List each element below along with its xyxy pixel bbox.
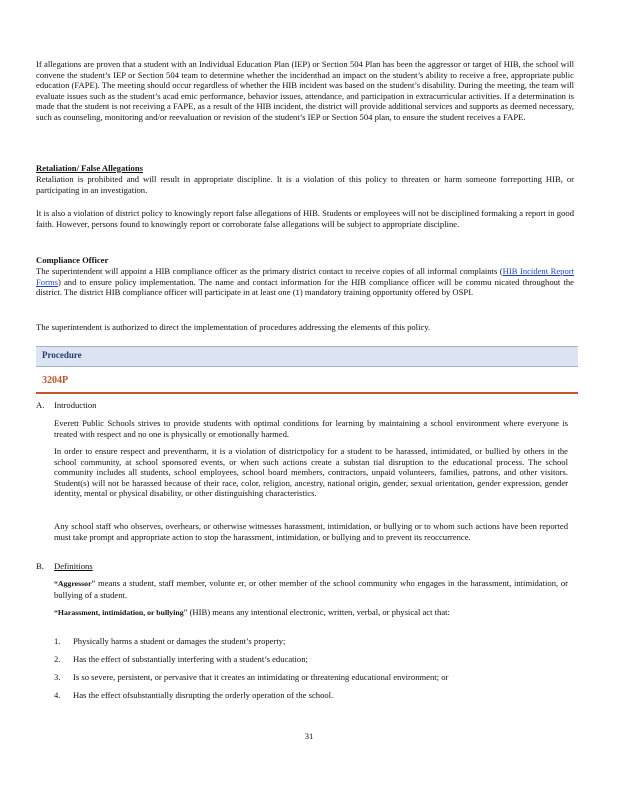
page-number: 31 (304, 731, 314, 741)
section-b-title: Definitions (54, 561, 93, 571)
section-a-letter: A. (36, 400, 45, 410)
section-b-letter: B. (36, 561, 44, 571)
list-item: Physically harms a student or damages the student’s property; (73, 636, 286, 646)
procedure-banner (36, 346, 578, 367)
section-divider (36, 392, 578, 394)
section-a-title: Introduction (54, 400, 97, 410)
list-item-number: 1. (54, 636, 61, 646)
procedure-code: 3204P (42, 375, 69, 386)
aggressor-term: “Aggressor (54, 579, 92, 588)
list-item: Has the effect of substantially interfering with a student’s education; (73, 654, 308, 664)
list-item: Is so severe, persistent, or pervasive that it creates an intimidating or threatening educational environment; or (73, 672, 449, 682)
compliance-text-b: ) and to ensure policy implementation. The name and contact information for the HIB compliance officer will be commu nicated throughout the district. The district HIB compliance officer will participate in at least one (1) mandatory training opportunity offered by OSPI. (36, 276, 574, 298)
intro-paragraph-2: In order to ensure respect and preventharm, it is a violation of districtpolicy for a student to be harassed, intimidated, or bullied by others in the school community, at school sponsored events, or when such actions create a substan tial disruption to the educational process. The school community includes all students, school employees, school board members, contractors, unpaid volunteers, families, patrons, and other visitors. Student(s) will not be harassed because of their race, color, religion, ancestry, national origin, gender, sexual orientation, gender expression, gender identity, mental or physical disability, or other distinguishing characteristics. (54, 446, 568, 499)
heading-retaliation: Retaliation/ False Allegations (36, 163, 143, 173)
compliance-text-a: The superintendent will appoint a HIB compliance officer as the primary district contact to receive copies of all informal complaints ( (36, 266, 503, 276)
list-item-number: 2. (54, 654, 61, 664)
list-item-number: 4. (54, 690, 61, 700)
paragraph-superintendent: The superintendent is authorized to direct the implementation of procedures addressing the elements of this policy. (36, 322, 431, 332)
list-item: Has the effect ofsubstantially disrupting the orderly operation of the school. (73, 690, 334, 700)
paragraph-false-allegations: It is also a violation of district policy to knowingly report false allegations of HIB. Students or employees will not be disciplined formaking a report in good faith. However, persons found to knowingly report or corroborate false allegations will be subject to appropriate discipline. (36, 208, 574, 229)
heading-compliance-officer: Compliance Officer (36, 255, 109, 265)
intro-paragraph-1: Everett Public Schools strives to provide students with optimal conditions for learning by maintaining a school environment where everyone is treated with respect and no one is physically or emotionally harmed. (54, 418, 568, 439)
procedure-label: Procedure (42, 350, 82, 360)
definition-aggressor (54, 578, 568, 600)
intro-paragraph-3: Any school staff who observes, overhears, or otherwise witnesses harassment, intimidation, or bullying or to whom such actions have been reported must take prompt and appropriate action to stop the harassment, intimidation, or bullying and to prevent its reoccurrence. (54, 521, 568, 542)
definition-hib (54, 607, 568, 619)
aggressor-text: ” means a student, staff member, volunte er, or other member of the school community who engages in the harassment, intimidation, or bullying of a student. (54, 578, 568, 600)
hib-term: “Harassment, intimidation, or bullying (54, 608, 184, 617)
hib-text: ” (HIB) means any intentional electronic, written, verbal, or physical act that: (183, 607, 450, 617)
paragraph-compliance-officer (36, 266, 574, 298)
paragraph-iep-504: If allegations are proven that a student with an Individual Education Plan (IEP) or Section 504 Plan has been the aggressor or target of HIB, the school will convene the student’s IEP or Section 504 team to determine whether the incidenthad an impact on the student’s ability to receive a free, appropriate public education (FAPE). The meeting should occur regardless of whether the HIB incident was based on the student’s disability. During the meeting, the team will evaluate issues such as the student’s acad emic performance, behavior issues, attendance, and participation in extracurricular activities. If a determination is made that the student is not receiving a FAPE, as a result of the HIB incident, the district will provide additional services and supports as deemed necessary, such as counseling, monitoring and/or reevaluation or revision of the student’s IEP or Section 504 plan, to ensure the student receives a FAPE. (36, 59, 575, 122)
hib-incident-report-forms-link[interactable]: HIB Incident Report Forms (36, 266, 574, 287)
list-item-number: 3. (54, 672, 61, 682)
paragraph-retaliation: Retaliation is prohibited and will result in appropriate discipline. It is a violation of this policy to threaten or harm someone forreporting HIB, or participating in an investigation. (36, 174, 574, 195)
